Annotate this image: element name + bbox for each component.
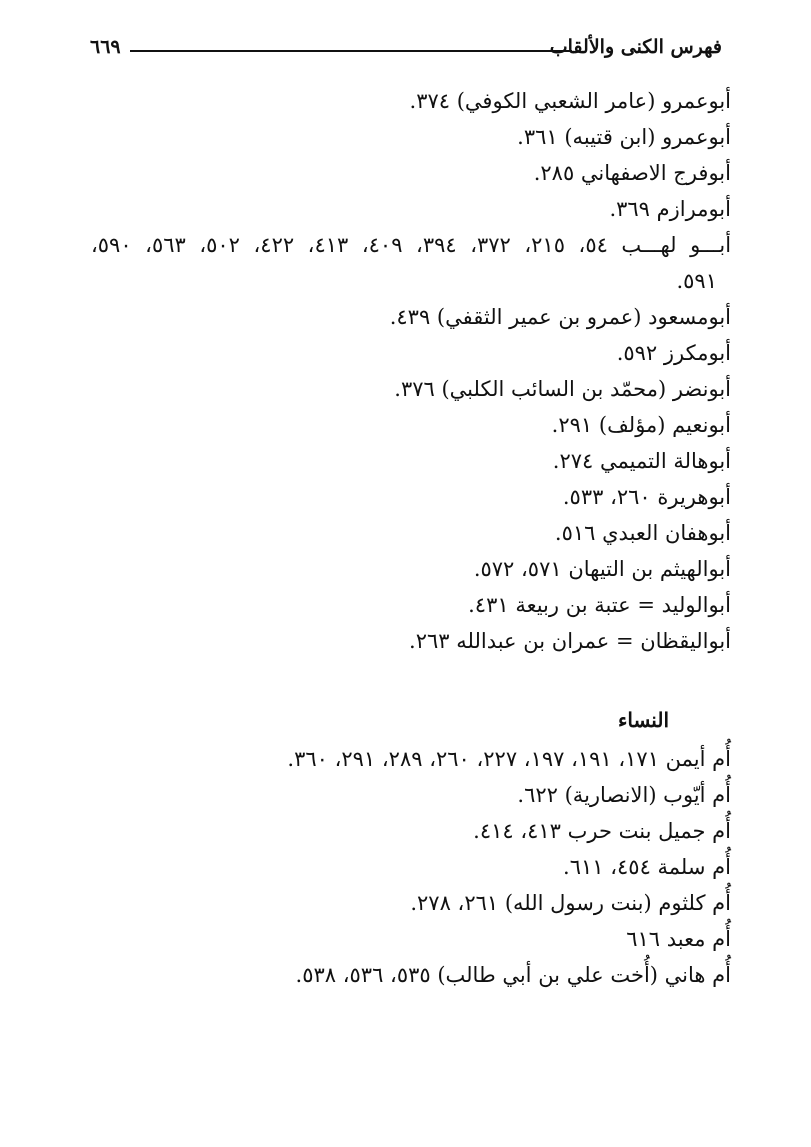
page-header <box>90 30 722 64</box>
index-entry: أبومرازم ٣٦٩. <box>609 197 731 221</box>
index-entry: أبوهريرة ٢٦٠، ٥٣٣. <box>562 485 731 509</box>
index-entry: أبواليقظان = عمران بن عبدالله ٢٦٣. <box>409 629 731 653</box>
index-entry: أبوفرج الاصفهاني ٢٨٥. <box>533 161 731 185</box>
index-entry: أُم معبد ٦١٦ <box>626 927 731 951</box>
index-entry: أُم أيّوب (الانصارية) ٦٢٢. <box>517 783 731 807</box>
index-entry: أُم هاني (أُخت علي بن أبي طالب) ٥٣٥، ٥٣٦، ٥٣٨. <box>295 963 731 987</box>
header-rule <box>130 50 572 52</box>
men-kunya-list <box>91 83 731 659</box>
running-title: فهرس الكنى والألقاب <box>549 36 722 58</box>
index-entry: أبـــو لهـــب ٥٤، ٢١٥، ٣٧٢، ٣٩٤، ٤٠٩، ٤١٣، ٤٢٢، ٥٠٢، ٥٦٣، ٥٩٠، <box>91 233 732 257</box>
index-entry: أبونضر (محمّد بن السائب الكلبي) ٣٧٦. <box>394 377 731 401</box>
index-entry: أُم سلمة ٤٥٤، ٦١١. <box>563 855 731 879</box>
index-entry: أبوعمرو (عامر الشعبي الكوفي) ٣٧٤. <box>409 89 731 113</box>
index-entry: أبوعمرو (ابن قتيبه) ٣٦١. <box>517 125 731 149</box>
index-entry: أبومسعود (عمرو بن عمير الثقفي) ٤٣٩. <box>389 305 731 329</box>
index-entry: أُم جميل بنت حرب ٤١٣، ٤١٤. <box>473 819 731 843</box>
index-entry: أبومكرز ٥٩٢. <box>616 341 731 365</box>
index-entry: أبوالوليد = عتبة بن ربيعة ٤٣١. <box>468 593 731 617</box>
index-entry-continuation: ٥٩١. <box>676 269 717 293</box>
index-entry: أُم أيمن ١٧١، ١٩١، ١٩٧، ٢٢٧، ٢٦٠، ٢٨٩، ٢٩١، ٣٦٠. <box>287 747 731 771</box>
section-heading-women: النساء <box>617 708 669 732</box>
page-number: ٦٦٩ <box>90 36 121 58</box>
index-entry: أبوهالة التميمي ٢٧٤. <box>552 449 731 473</box>
index-entry: أبوهفان العبدي ٥١٦. <box>554 521 731 545</box>
women-kunya-list <box>91 741 731 993</box>
index-entry: أبوالهيثم بن التيهان ٥٧١، ٥٧٢. <box>473 557 731 581</box>
index-entry: أبونعيم (مؤلف) ٢٩١. <box>551 413 731 437</box>
index-entry: أُم كلثوم (بنت رسول الله) ٢٦١، ٢٧٨. <box>410 891 731 915</box>
